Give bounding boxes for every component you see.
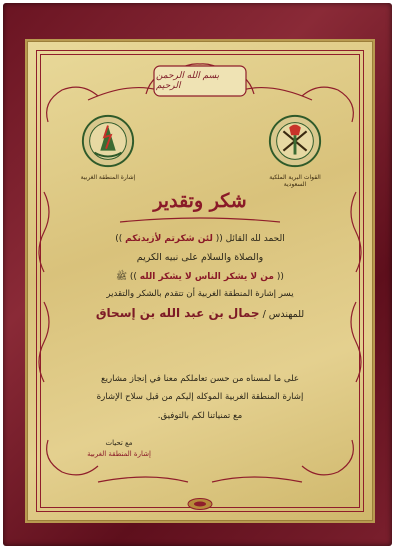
certificate-title: شكر وتقدير bbox=[153, 190, 247, 212]
verse-line bbox=[68, 234, 332, 244]
body-line-3: مع تمنياتنا لكم بالتوفيق. bbox=[157, 411, 243, 421]
certificate-plaque bbox=[27, 41, 373, 521]
hadith-open: (( bbox=[276, 272, 284, 282]
hadith-quote: من لا يشكر الناس لا يشكر الله bbox=[139, 272, 274, 282]
corner-flourish-br bbox=[302, 440, 353, 475]
verse-prefix: الحمد لله القائل (( bbox=[215, 234, 285, 244]
signature-greeting: مع تحيات bbox=[105, 439, 133, 447]
bottom-ornament bbox=[98, 477, 302, 482]
body-line-1: على ما لمسناه من حسن تعاملكم معنا في إنجاز مشاريع bbox=[101, 374, 299, 384]
verse-quote: لئن شكرتم لأزيدنكم bbox=[125, 234, 213, 244]
body-line-2: إشارة المنطقة الغربية الموكله إليكم من قبل سلاح الإشارة bbox=[96, 392, 304, 402]
bottom-medallion-icon bbox=[186, 497, 214, 511]
hadith-line bbox=[68, 270, 332, 284]
thanks-line: يسر إشارة المنطقة الغربية أن تتقدم بالشكر والتقدير bbox=[106, 289, 294, 299]
verse-suffix: )) bbox=[115, 234, 123, 244]
land-forces-emblem-icon bbox=[266, 112, 324, 170]
signature-org: إشارة المنطقة الغربية bbox=[87, 450, 151, 458]
signature-block bbox=[84, 438, 154, 460]
recipient-line bbox=[68, 306, 332, 320]
right-emblem-caption: القوات البرية الملكية السعودية bbox=[269, 174, 321, 188]
recipient-name: جمال بن عبد الله بن إسحاق bbox=[95, 306, 260, 320]
recipient-prefix: للمهندس / bbox=[262, 309, 305, 320]
left-emblem-caption: إشارة المنطقة الغربية bbox=[80, 174, 136, 181]
banner-text: بسم الله الرحمن الرحيم bbox=[156, 71, 220, 91]
military-signals-emblem-icon bbox=[79, 112, 137, 170]
hadith-close: )) ﷺ bbox=[116, 272, 137, 282]
prayer-line: والصلاة والسلام على نبيه الكريم bbox=[136, 252, 264, 263]
